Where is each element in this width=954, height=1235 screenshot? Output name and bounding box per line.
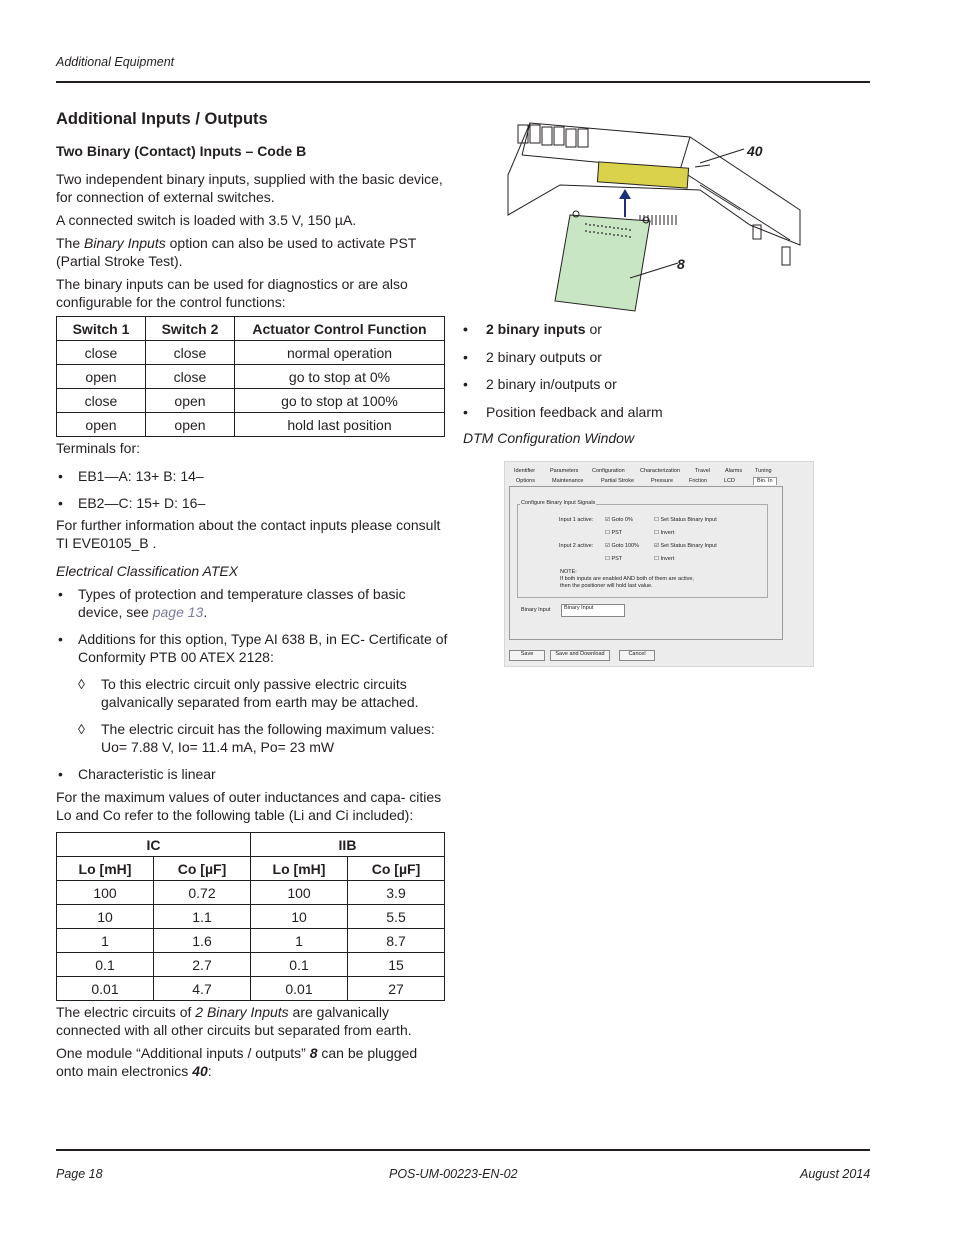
tab-tuning[interactable]: Tuning	[755, 468, 772, 474]
group-title: Configure Binary Input Signals	[521, 500, 596, 506]
table-cell: hold last position	[235, 413, 445, 437]
section-title: Additional Inputs / Outputs	[56, 110, 268, 128]
list-item: • 2 binary in/outputs or	[463, 376, 617, 392]
table-header: Switch 2	[146, 317, 235, 341]
table-row	[57, 389, 445, 413]
table-cell: open	[146, 389, 235, 413]
table-cell: go to stop at 0%	[235, 365, 445, 389]
config-paragraph: The binary inputs can be used for diagnostics or are also configurable for the control functions:	[56, 276, 408, 310]
binary-input-module-board	[555, 215, 650, 311]
set-status-checkbox-2[interactable]: ☑ Set Status Binary Input	[654, 543, 717, 549]
binary-input-label: Binary Input	[521, 607, 551, 613]
table-row	[57, 929, 445, 953]
tab-characterization[interactable]: Characterization	[640, 468, 681, 474]
table-header: Switch 1	[57, 317, 146, 341]
terminals-list	[56, 467, 448, 512]
list-item: • 2 binary outputs or	[463, 348, 602, 365]
max-values-paragraph: For the maximum values of outer inductances and capa- cities Lo and Co refer to the following table (Li and Ci included):	[56, 789, 442, 823]
table-cell: close	[146, 365, 235, 389]
page-link[interactable]: page 13	[152, 604, 204, 620]
tab-configuration[interactable]: Configuration	[592, 468, 625, 474]
inductance-capacitance-table	[56, 832, 445, 1001]
tab-parameters[interactable]: Parameters	[550, 468, 579, 474]
table-cell: 1.6	[154, 929, 251, 953]
table-cell: 1	[251, 929, 348, 953]
list-item: • Characteristic is linear	[58, 766, 216, 782]
insert-arrow-head	[619, 189, 631, 199]
atex-sublist	[56, 675, 448, 756]
table-row	[57, 365, 445, 389]
table-header: Actuator Control Function	[235, 317, 445, 341]
table-cell: go to stop at 100%	[235, 389, 445, 413]
table-header: Lo [mH]	[57, 857, 154, 881]
table-row	[57, 905, 445, 929]
table-cell: close	[57, 389, 146, 413]
table-cell: 10	[251, 905, 348, 929]
page-number: Page 18	[56, 1167, 103, 1181]
right-column	[463, 320, 863, 452]
list-item: • Additions for this option, Type AI 638 B, in EC- Certificate of Conformity PTB 00 ATEX 2128:	[58, 631, 448, 665]
further-info-paragraph: For further information about the contact inputs please consult TI EVE0105_B .	[56, 517, 441, 551]
list-item: • EB1—A: 13+ B: 14–	[58, 468, 204, 484]
goto0-checkbox[interactable]: ☑ Goto 0%	[605, 517, 633, 523]
table-cell: close	[146, 341, 235, 365]
table-cell: open	[57, 365, 146, 389]
intro-paragraph: Two independent binary inputs, supplied with the basic device, for connection of external switches.	[56, 171, 443, 205]
list-item: • Types of protection and temperature classes of basic device, see page 13.	[58, 586, 406, 620]
table-cell: 3.9	[348, 881, 445, 905]
binary-input-field[interactable]: Binary Input	[561, 604, 625, 617]
footer-rule	[56, 1149, 870, 1151]
invert-checkbox-1[interactable]: ☐ Invert	[654, 530, 675, 536]
table-header: Co [µF]	[348, 857, 445, 881]
table-cell: close	[57, 341, 146, 365]
table-cell: 1.1	[154, 905, 251, 929]
switch-function-table	[56, 316, 445, 437]
cancel-button[interactable]: Cancel	[619, 650, 655, 661]
input2-label: Input 2 active:	[559, 543, 594, 549]
input1-label: Input 1 active:	[559, 517, 594, 523]
note-line-2: then the positioner will hold last value.	[560, 583, 653, 589]
callout-40: 40	[747, 143, 763, 159]
list-item: ◊ The electric circuit has the following maximum values: Uo= 7.88 V, Io= 11.4 mA, Po= 23 mW	[78, 721, 435, 755]
dtm-configuration-window	[504, 461, 814, 667]
table-header: Lo [mH]	[251, 857, 348, 881]
table-cell: 27	[348, 977, 445, 1001]
list-item: • 2 binary inputs or	[463, 321, 602, 337]
atex-heading: Electrical Classification ATEX	[56, 563, 239, 579]
table-cell: 0.1	[251, 953, 348, 977]
table-cell: 10	[57, 905, 154, 929]
tab-friction[interactable]: Friction	[689, 478, 708, 484]
goto100-checkbox[interactable]: ☑ Goto 100%	[605, 543, 639, 549]
note-title: NOTE:	[560, 569, 577, 575]
list-item: • Position feedback and alarm	[463, 403, 663, 420]
options-list	[463, 320, 863, 421]
table-cell: open	[57, 413, 146, 437]
table-cell: 1	[57, 929, 154, 953]
table-row	[57, 977, 445, 1001]
document-id: POS-UM-00223-EN-02	[389, 1167, 518, 1181]
left-column	[56, 108, 448, 1085]
tab-maintenance[interactable]: Maintenance	[552, 478, 584, 484]
document-date: August 2014	[800, 1167, 871, 1181]
dtm-caption: DTM Configuration Window	[463, 430, 635, 446]
table-group-header: IC	[57, 833, 251, 857]
table-cell: 8.7	[348, 929, 445, 953]
list-item: ◊ To this electric circuit only passive electric circuits galvanically separated from earth may be attached.	[78, 676, 419, 710]
invert-checkbox-2[interactable]: ☐ Invert	[654, 556, 675, 562]
set-status-checkbox-1[interactable]: ☐ Set Status Binary Input	[654, 517, 717, 523]
pst-paragraph: The Binary Inputs option can also be used to activate PST (Partial Stroke Test).	[56, 235, 417, 269]
table-cell: 100	[251, 881, 348, 905]
save-and-download-button[interactable]: Save and Download	[550, 650, 610, 661]
terminals-label: Terminals for:	[56, 440, 141, 456]
table-cell: 0.01	[57, 977, 154, 1001]
tab-partial-stroke[interactable]: Partial Stroke	[601, 478, 635, 484]
galvanic-paragraph: The electric circuits of 2 Binary Inputs are galvanically connected with all other circuits but separated from earth.	[56, 1004, 412, 1038]
table-row	[57, 953, 445, 977]
atex-list	[56, 585, 448, 666]
table-cell: open	[146, 413, 235, 437]
running-header: Additional Equipment	[56, 55, 175, 69]
table-row	[57, 341, 445, 365]
table-header: Co [µF]	[154, 857, 251, 881]
table-cell: 5.5	[348, 905, 445, 929]
table-cell: 0.72	[154, 881, 251, 905]
list-item: • EB2—C: 15+ D: 16–	[58, 495, 206, 511]
save-button[interactable]: Save	[509, 650, 545, 661]
tab-bin-in[interactable]: Bin. In	[753, 477, 777, 485]
table-cell: 15	[348, 953, 445, 977]
table-cell: 2.7	[154, 953, 251, 977]
tab-identifier[interactable]: Identifier	[514, 468, 536, 474]
table-cell: 100	[57, 881, 154, 905]
tab-lcd[interactable]: LCD	[724, 478, 736, 484]
table-group-header: IIB	[251, 833, 445, 857]
table-row	[57, 413, 445, 437]
tab-travel[interactable]: Travel	[695, 468, 711, 474]
table-cell: normal operation	[235, 341, 445, 365]
table-cell: 4.7	[154, 977, 251, 1001]
note-line-1: If both inputs are enabled AND both of them are active,	[560, 576, 694, 582]
electronics-module-figure	[500, 115, 820, 315]
subsection-title: Two Binary (Contact) Inputs – Code B	[56, 143, 307, 159]
tab-options[interactable]: Options	[516, 478, 535, 484]
pst-checkbox-2[interactable]: ☐ PST	[605, 556, 623, 562]
callout-8: 8	[677, 256, 685, 272]
table-cell: 0.01	[251, 977, 348, 1001]
header-rule	[56, 81, 870, 83]
load-paragraph: A connected switch is loaded with 3.5 V, 150 µA.	[56, 212, 357, 228]
atex-list-2	[56, 765, 448, 783]
tab-alarms[interactable]: Alarms	[725, 468, 743, 474]
module-paragraph: One module “Additional inputs / outputs” 8 can be plugged onto main electronics 40:	[56, 1045, 418, 1079]
pst-checkbox-1[interactable]: ☐ PST	[605, 530, 623, 536]
table-row	[57, 881, 445, 905]
tab-pressure[interactable]: Pressure	[651, 478, 674, 484]
table-cell: 0.1	[57, 953, 154, 977]
